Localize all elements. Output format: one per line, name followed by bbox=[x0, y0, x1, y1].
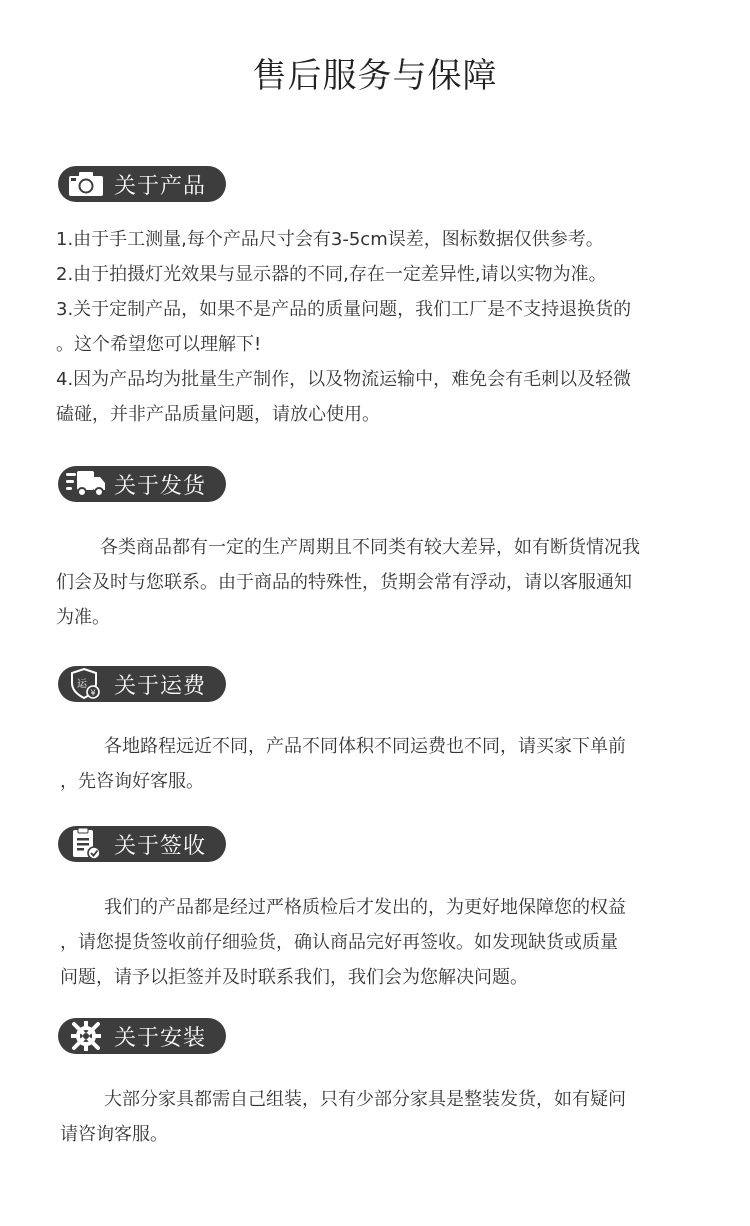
section-body-freight bbox=[60, 729, 700, 799]
section-body-installation bbox=[60, 1082, 700, 1152]
clipboard-check-icon bbox=[64, 826, 108, 862]
camera-icon bbox=[64, 166, 108, 202]
section-badge-signing bbox=[58, 826, 226, 862]
tools-icon bbox=[64, 1018, 108, 1054]
body-line: 各地路程远近不同，产品不同体积不同运费也不同，请买家下单前 bbox=[104, 736, 626, 757]
section-title: 关于发货 bbox=[114, 473, 207, 499]
body-line: 3.关于定制产品，如果不是产品的质量问题，我们工厂是不支持退换货的 bbox=[56, 299, 632, 320]
body-line: 们会及时与您联系。由于商品的特殊性，货期会常有浮动，请以客服通知 bbox=[56, 572, 632, 593]
body-line: ，请您提货签收前仔细验货，确认商品完好再签收。如发现缺货或质量 bbox=[60, 932, 618, 953]
body-line: 4.因为产品均为批量生产制作，以及物流运输中，难免会有毛刺以及轻微 bbox=[56, 369, 632, 390]
body-line: 1.由于手工测量,每个产品尺寸会有3-5cm误差，图标数据仅供参考。 bbox=[56, 229, 604, 250]
svg-text:¥: ¥ bbox=[90, 688, 96, 698]
body-line: ，先咨询好客服。 bbox=[60, 771, 204, 792]
shipping-fee-char: 运 bbox=[77, 679, 87, 690]
section-title: 关于签收 bbox=[114, 833, 207, 859]
section-badge-freight bbox=[58, 666, 226, 702]
section-body-shipping bbox=[56, 530, 696, 635]
section-title: 关于运费 bbox=[114, 673, 207, 699]
section-title: 关于产品 bbox=[114, 173, 207, 199]
section-badge-installation bbox=[58, 1018, 226, 1054]
body-line: 为准。 bbox=[56, 607, 110, 628]
body-line: 。这个希望您可以理解下! bbox=[56, 334, 262, 355]
section-badge-shipping bbox=[58, 466, 226, 502]
body-line: 各类商品都有一定的生产周期且不同类有较大差异，如有断货情况我 bbox=[100, 537, 640, 558]
body-line: 请咨询客服。 bbox=[60, 1124, 168, 1145]
body-line: 大部分家具都需自己组装，只有少部分家具是整装发货，如有疑问 bbox=[104, 1089, 626, 1110]
body-line: 我们的产品都是经过严格质检后才发出的，为更好地保障您的权益 bbox=[104, 897, 626, 918]
body-line: 问题，请予以拒签并及时联系我们，我们会为您解决问题。 bbox=[60, 967, 528, 988]
body-line: 磕碰，并非产品质量问题，请放心使用。 bbox=[56, 404, 380, 425]
section-body-product bbox=[56, 222, 696, 432]
delivery-truck-icon bbox=[64, 466, 108, 502]
shipping-fee-shield-icon bbox=[64, 666, 108, 702]
section-body-signing bbox=[60, 890, 700, 995]
page-title: 售后服务与保障 bbox=[252, 56, 498, 96]
body-line: 2.由于拍摄灯光效果与显示器的不同,存在一定差异性,请以实物为准。 bbox=[56, 264, 607, 285]
section-badge-product bbox=[58, 166, 226, 202]
section-title: 关于安装 bbox=[114, 1025, 207, 1051]
